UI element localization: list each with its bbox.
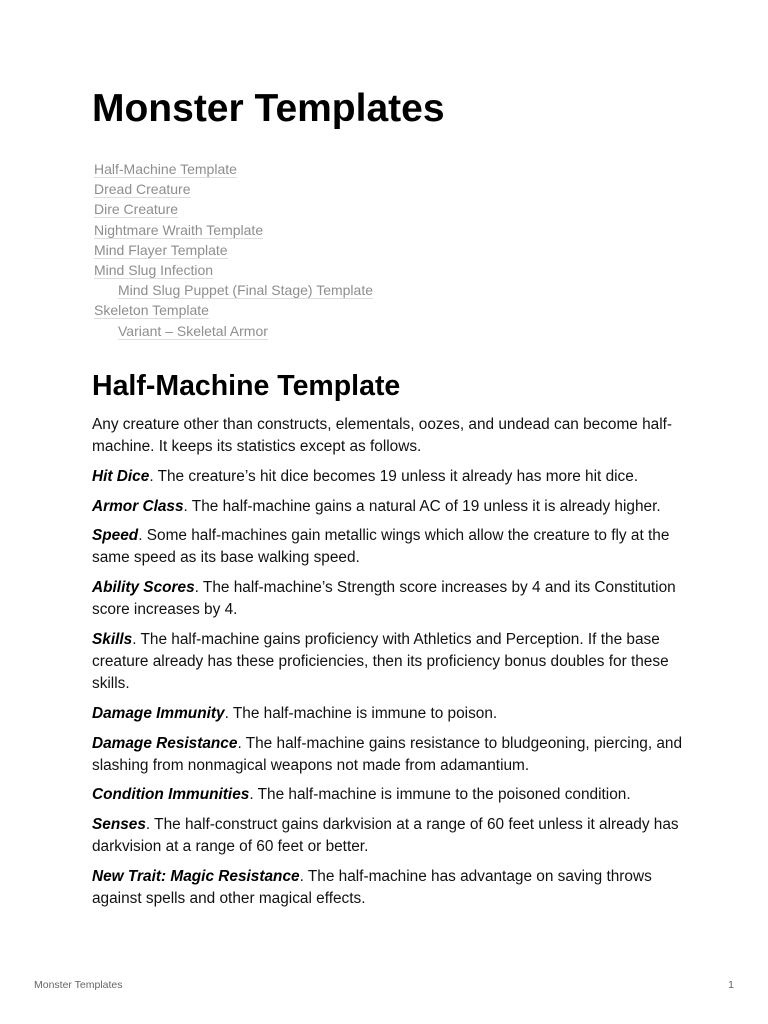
trait-term: Ability Scores xyxy=(92,579,195,597)
table-of-contents xyxy=(94,159,373,341)
trait-text: . Some half-machines gain metallic wings which allow the creature to fly at the same speed as its base walking speed. xyxy=(92,527,670,567)
trait-condition-immunities xyxy=(92,784,692,806)
page-title: Monster Templates xyxy=(92,87,445,130)
toc-subitem xyxy=(94,321,373,341)
footer-page-number: 1 xyxy=(728,979,734,991)
trait-damage-immunity xyxy=(92,703,692,725)
toc-item xyxy=(94,199,373,219)
toc-item xyxy=(94,300,373,320)
trait-term: Armor Class xyxy=(92,497,184,515)
toc-subitem xyxy=(94,280,373,300)
trait-text: . The half-machine gains proficiency with Athletics and Perception. If the base creature already has these proficiencies, then its proficiency bonus doubles for these skills. xyxy=(92,630,669,692)
toc-link-dread-creature[interactable]: Dread Creature xyxy=(94,181,191,198)
trait-armor-class xyxy=(92,496,692,518)
toc-item xyxy=(94,220,373,240)
trait-text: . The creature’s hit dice becomes 19 unless it already has more hit dice. xyxy=(149,467,639,485)
toc-link-skeleton-template[interactable]: Skeleton Template xyxy=(94,302,209,319)
trait-term: Skills xyxy=(92,630,133,648)
toc-item xyxy=(94,179,373,199)
trait-skills xyxy=(92,629,692,695)
trait-text: . The half-machine gains a natural AC of 19 unless it is already higher. xyxy=(183,497,661,515)
trait-text: . The half-machine is immune to poison. xyxy=(224,704,498,722)
trait-term: Damage Immunity xyxy=(92,704,225,722)
toc-link-dire-creature[interactable]: Dire Creature xyxy=(94,201,179,218)
toc-item xyxy=(94,260,373,280)
trait-speed xyxy=(92,525,692,569)
trait-term: Speed xyxy=(92,527,139,545)
toc-link-nightmare-wraith-template[interactable]: Nightmare Wraith Template xyxy=(94,221,264,238)
toc-item xyxy=(94,240,373,260)
trait-text: . The half-construct gains darkvision at a range of 60 feet unless it already has darkvision at a range of 60 feet or better. xyxy=(92,816,679,856)
trait-damage-resistance xyxy=(92,733,692,777)
section-heading: Half-Machine Template xyxy=(92,370,401,402)
trait-text: . The half-machine has advantage on saving throws against spells and other magical effects. xyxy=(92,867,652,907)
trait-text: . The half-machine is immune to the poisoned condition. xyxy=(249,786,631,804)
trait-term: Hit Dice xyxy=(92,467,150,485)
intro-paragraph: Any creature other than constructs, elementals, oozes, and undead can become half-machine. It keeps its statistics except as follows. xyxy=(92,416,673,455)
trait-term: Damage Resistance xyxy=(92,734,238,752)
toc-link-mind-flayer-template[interactable]: Mind Flayer Template xyxy=(94,241,228,258)
toc-link-mind-slug-infection[interactable]: Mind Slug Infection xyxy=(94,261,214,278)
trait-term: Condition Immunities xyxy=(92,786,250,804)
trait-senses xyxy=(92,814,692,858)
toc-link-half-machine-template[interactable]: Half-Machine Template xyxy=(94,161,237,177)
section-half-machine-template xyxy=(92,366,692,918)
footer-document-title: Monster Templates xyxy=(34,979,123,991)
trait-term: New Trait: Magic Resistance xyxy=(92,867,300,885)
toc-link-skeletal-armor-variant[interactable]: Variant – Skeletal Armor xyxy=(118,322,268,339)
trait-text: . The half-machine’s Strength score increases by 4 and its Constitution score increases by 4. xyxy=(92,579,676,619)
trait-term: Senses xyxy=(92,816,146,834)
trait-ability-scores xyxy=(92,577,692,621)
trait-text: . The half-machine gains resistance to bludgeoning, piercing, and slashing from nonmagical weapons not made from adamantium. xyxy=(92,734,683,774)
trait-magic-resistance xyxy=(92,866,692,910)
trait-hit-dice xyxy=(92,466,692,488)
toc-link-mind-slug-puppet-template[interactable]: Mind Slug Puppet (Final Stage) Template xyxy=(118,282,373,299)
toc-item xyxy=(94,159,373,179)
